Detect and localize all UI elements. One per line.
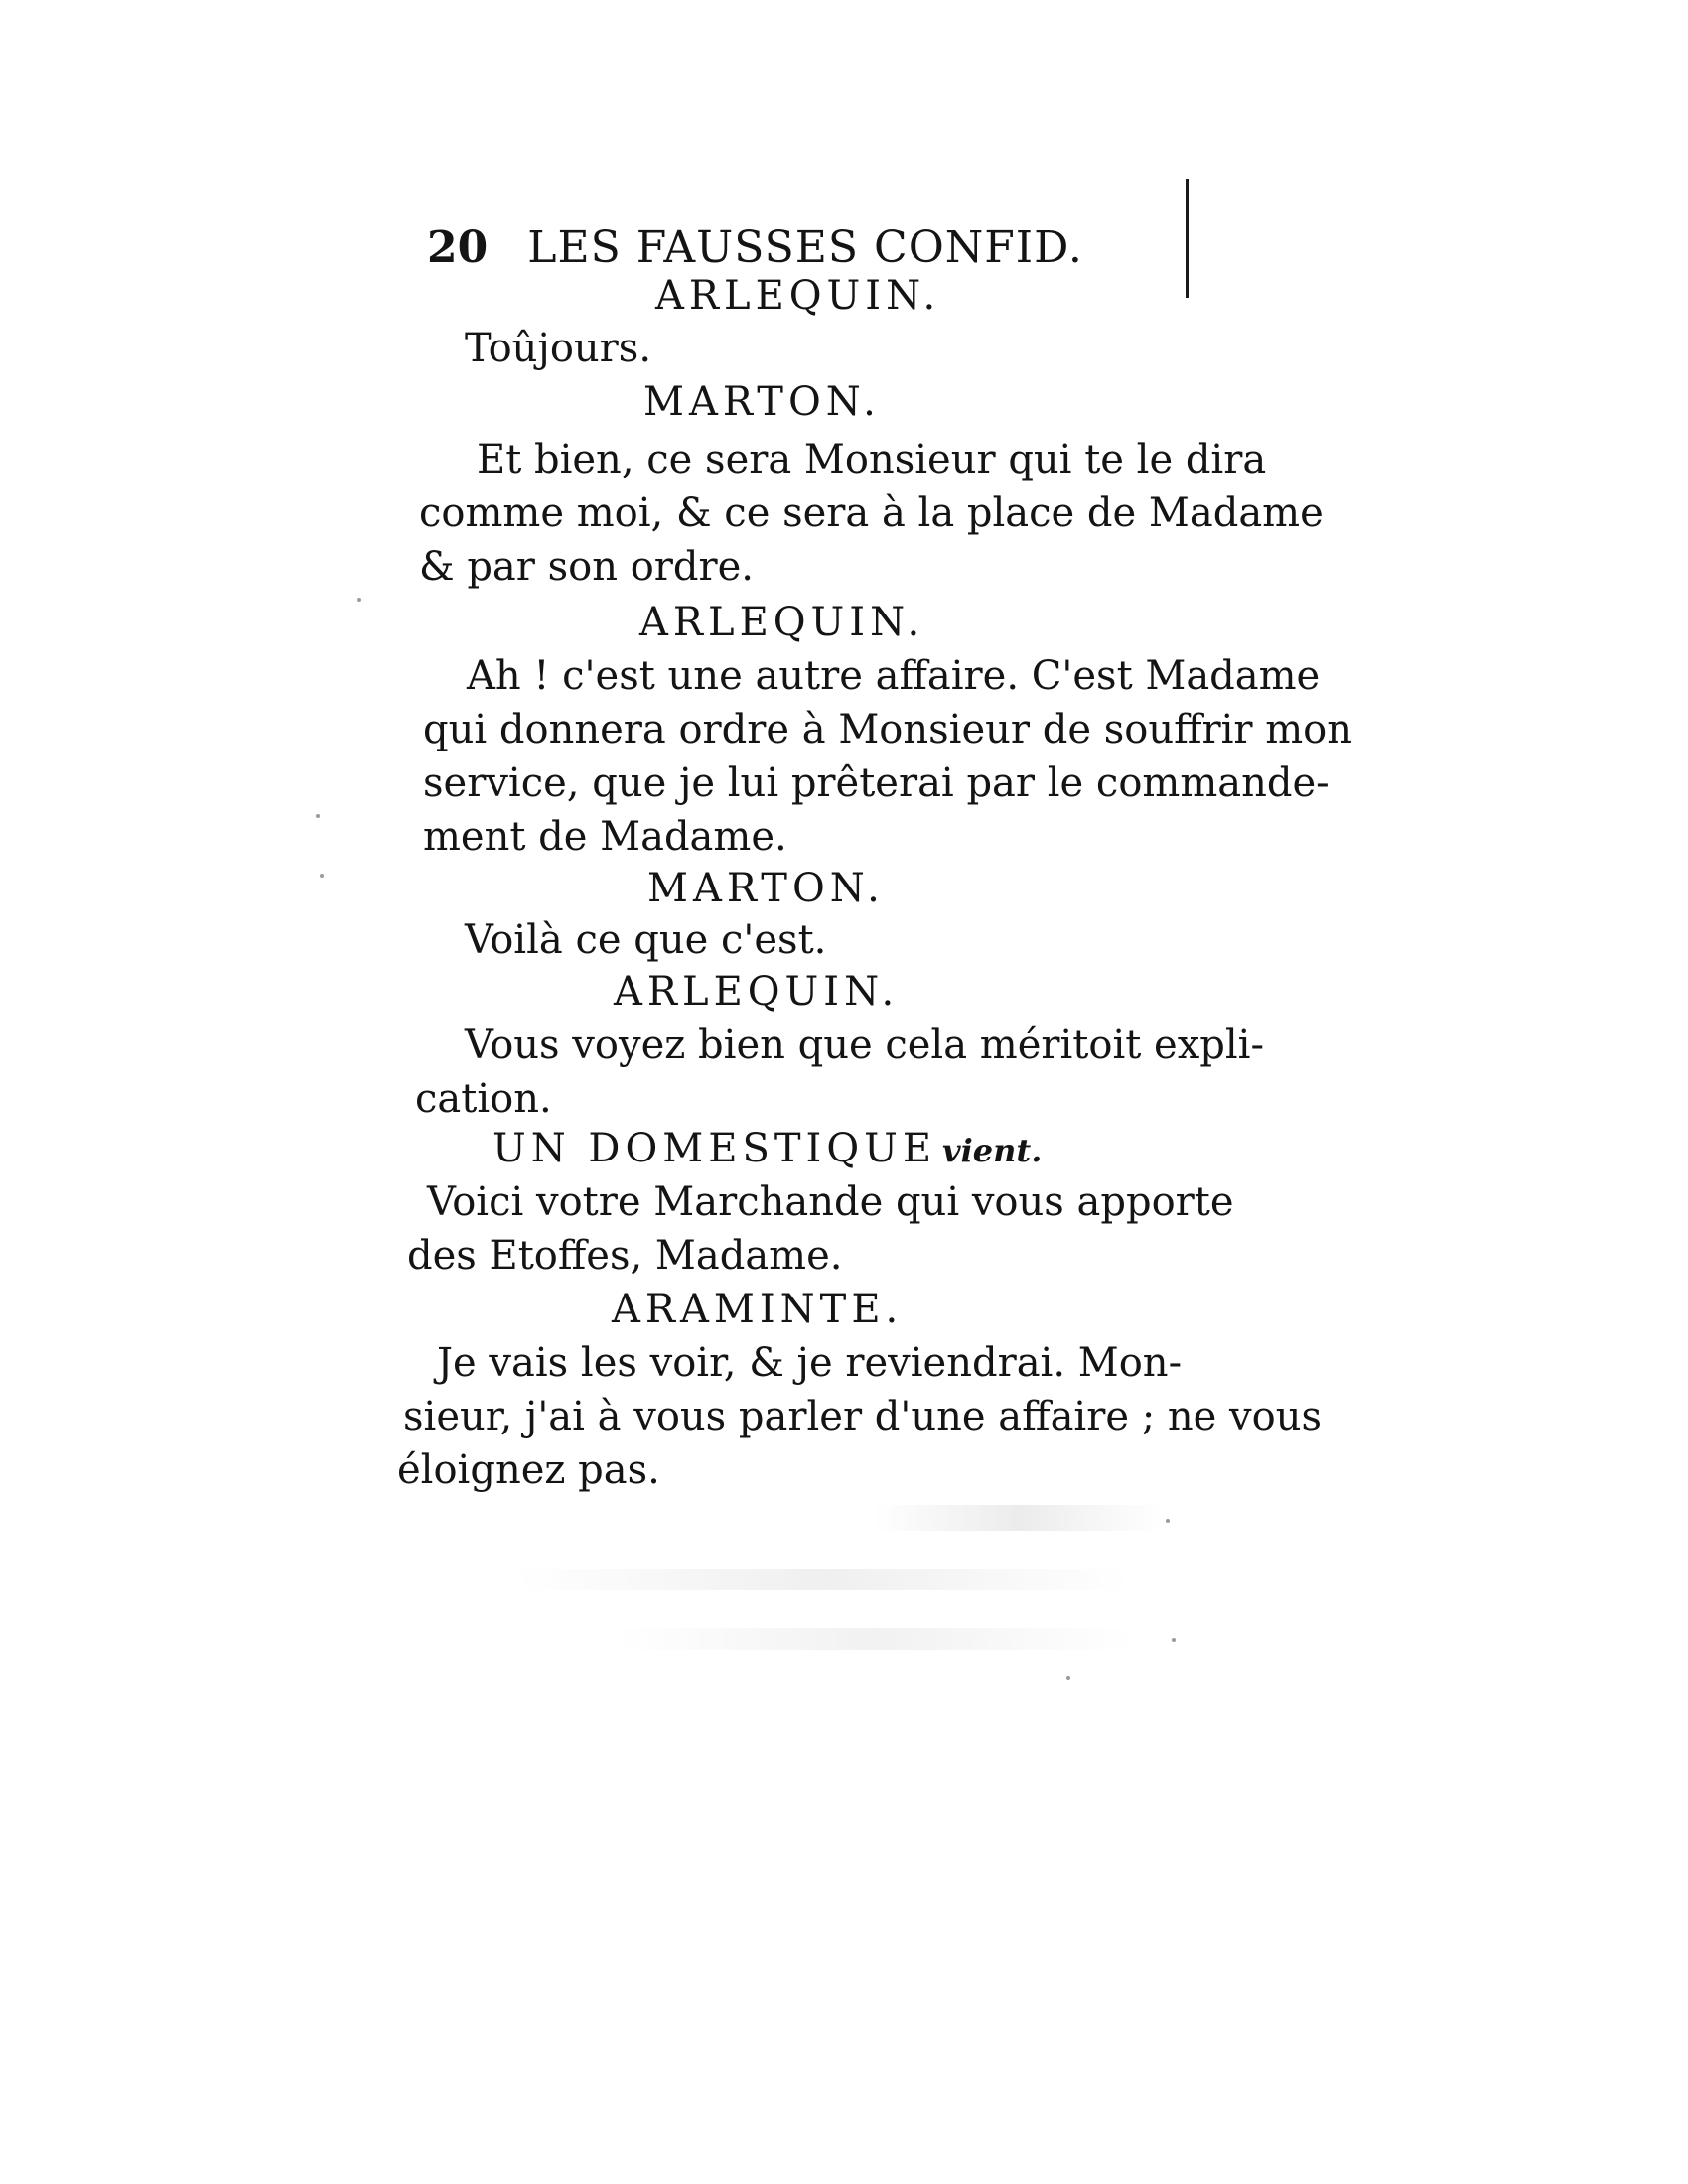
- ink-speck: [320, 874, 324, 878]
- bleed-smudge: [616, 1628, 1132, 1650]
- speaker-name: ARLEQUIN.: [639, 600, 925, 645]
- speaker-name: ARAMINTE.: [612, 1287, 904, 1332]
- page-number: 20: [427, 222, 489, 273]
- speaker-name: MARTON.: [643, 379, 881, 425]
- dialogue-line: service, que je lui prêterai par le commande-: [423, 760, 1330, 806]
- dialogue-line: Et bien, ce sera Monsieur qui te le dira: [477, 437, 1267, 482]
- dialogue-line: qui donnera ordre à Monsieur de souffrir mon: [423, 707, 1353, 752]
- speaker-name: ARLEQUIN.: [614, 969, 900, 1015]
- speaker-name: ARLEQUIN.: [655, 273, 941, 319]
- dialogue-line: Je vais les voir, & je reviendrai. Mon-: [437, 1340, 1183, 1386]
- dialogue-line: comme moi, & ce sera à la place de Madame: [419, 490, 1324, 536]
- dialogue-line: Vous voyez bien que cela méritoit expli-: [465, 1023, 1264, 1068]
- dialogue-line: éloignez pas.: [397, 1447, 660, 1493]
- running-title: LES FAUSSES CONFID.: [527, 222, 1083, 273]
- dialogue-line: des Etoffes, Madame.: [407, 1233, 843, 1279]
- ink-speck: [1172, 1638, 1176, 1642]
- dialogue-line: Voici votre Marchande qui vous apporte: [427, 1179, 1234, 1225]
- ink-speck: [357, 598, 361, 602]
- bleed-smudge: [874, 1505, 1162, 1531]
- dialogue-line: & par son ordre.: [419, 544, 755, 590]
- dialogue-line: Voilà ce que c'est.: [465, 917, 827, 963]
- speaker-name-text: UN DOMESTIQUE: [492, 1126, 937, 1171]
- ink-speck: [1066, 1676, 1070, 1680]
- ink-speck: [316, 814, 320, 818]
- ink-speck: [1166, 1519, 1170, 1523]
- speaker-name: MARTON.: [647, 866, 885, 911]
- dialogue-line: cation.: [415, 1076, 552, 1122]
- dialogue-line: sieur, j'ai à vous parler d'une affaire ; ne vous: [403, 1394, 1323, 1439]
- dialogue-line: Ah ! c'est une autre affaire. C'est Madame: [467, 653, 1321, 699]
- bleed-smudge: [516, 1569, 1132, 1590]
- dialogue-line: Toûjours.: [465, 326, 652, 371]
- stage-direction: vient.: [942, 1132, 1043, 1169]
- dialogue-line: ment de Madame.: [423, 814, 787, 860]
